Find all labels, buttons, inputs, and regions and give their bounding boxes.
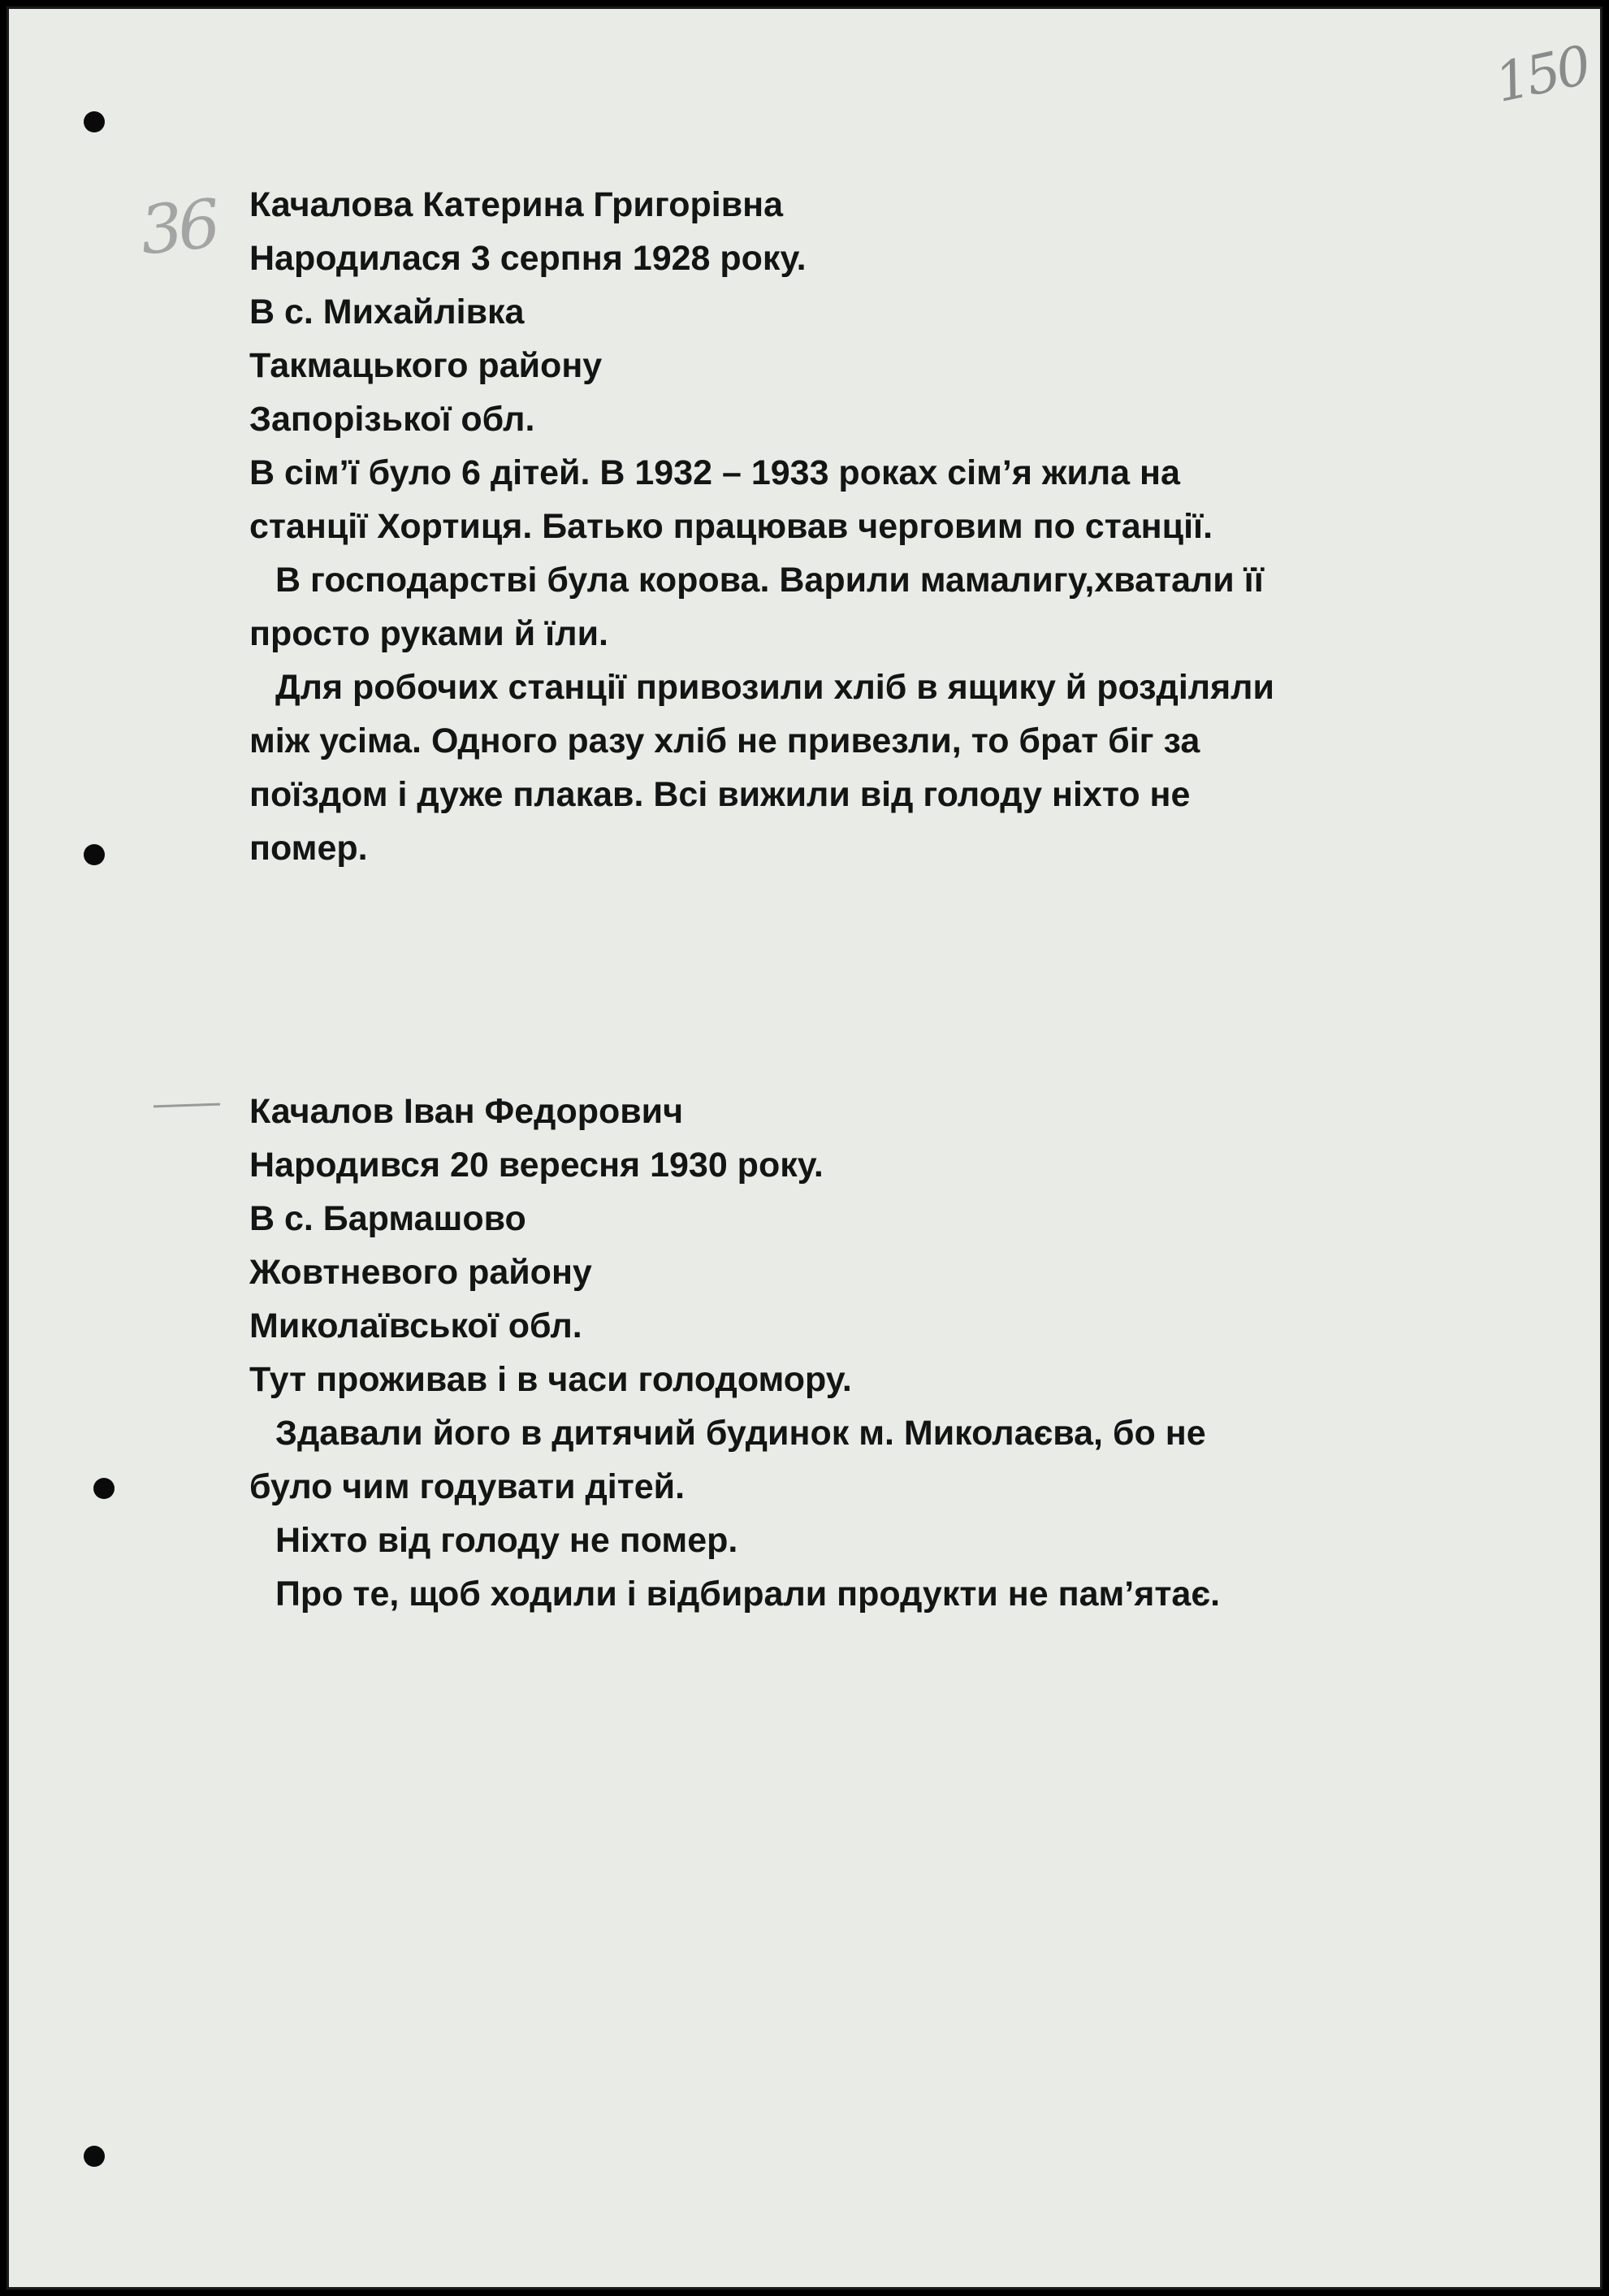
testimony-line: між усіма. Одного разу хліб не привезли, то брат біг за (249, 721, 1200, 760)
testimony-line: В сім’ї було 6 дітей. В 1932 – 1933 роках сім’я жила на (249, 453, 1180, 492)
birth-date: Народився 20 вересня 1930 року. (249, 1146, 824, 1185)
birth-region: Запорізької обл. (249, 400, 535, 439)
testimony-line: поїздом і дуже плакав. Всі вижили від голоду ніхто не (249, 775, 1191, 814)
punch-hole (93, 1478, 115, 1499)
handwritten-dash-mark (154, 1103, 220, 1108)
birth-district: Такмацького району (249, 346, 603, 385)
testimony-line: Тут проживав і в часи голодомору. (249, 1360, 852, 1399)
birth-date: Народилася 3 серпня 1928 року. (249, 239, 807, 278)
punch-hole (84, 2146, 105, 2167)
testimony-line: було чим годувати дітей. (249, 1467, 686, 1506)
birth-region: Миколаївської обл. (249, 1306, 582, 1345)
testimony-line: помер. (249, 829, 368, 868)
testimony-line: В господарстві була корова. Варили мамалигу,хватали її (275, 561, 1264, 600)
handwritten-page-number: 150 (1490, 33, 1594, 115)
testimony-line: Про те, щоб ходили і відбирали продукти не пам’ятає. (275, 1575, 1221, 1614)
testimony-line: станції Хортиця. Батько працював черговим по станції. (249, 507, 1213, 546)
handwritten-record-number: 36 (136, 185, 220, 271)
person-name: Качалова Катерина Григорівна (249, 185, 784, 224)
testimony-line: просто руками й їли. (249, 614, 608, 653)
testimony-record (249, 1085, 1516, 1621)
punch-hole (84, 844, 105, 865)
birth-district: Жовтневого району (249, 1253, 592, 1292)
testimony-line: Здавали його в дитячий будинок м. Миколаєва, бо не (275, 1414, 1206, 1453)
testimony-line: Ніхто від голоду не помер. (275, 1521, 738, 1560)
punch-hole (84, 111, 105, 132)
birth-village: В с. Михайлівка (249, 292, 525, 331)
person-name: Качалов Іван Федорович (249, 1092, 684, 1131)
document-page (6, 6, 1603, 2290)
testimony-line: Для робочих станції привозили хліб в ящику й розділяли (275, 668, 1274, 707)
birth-village: В с. Бармашово (249, 1199, 526, 1238)
testimony-record (249, 178, 1516, 875)
